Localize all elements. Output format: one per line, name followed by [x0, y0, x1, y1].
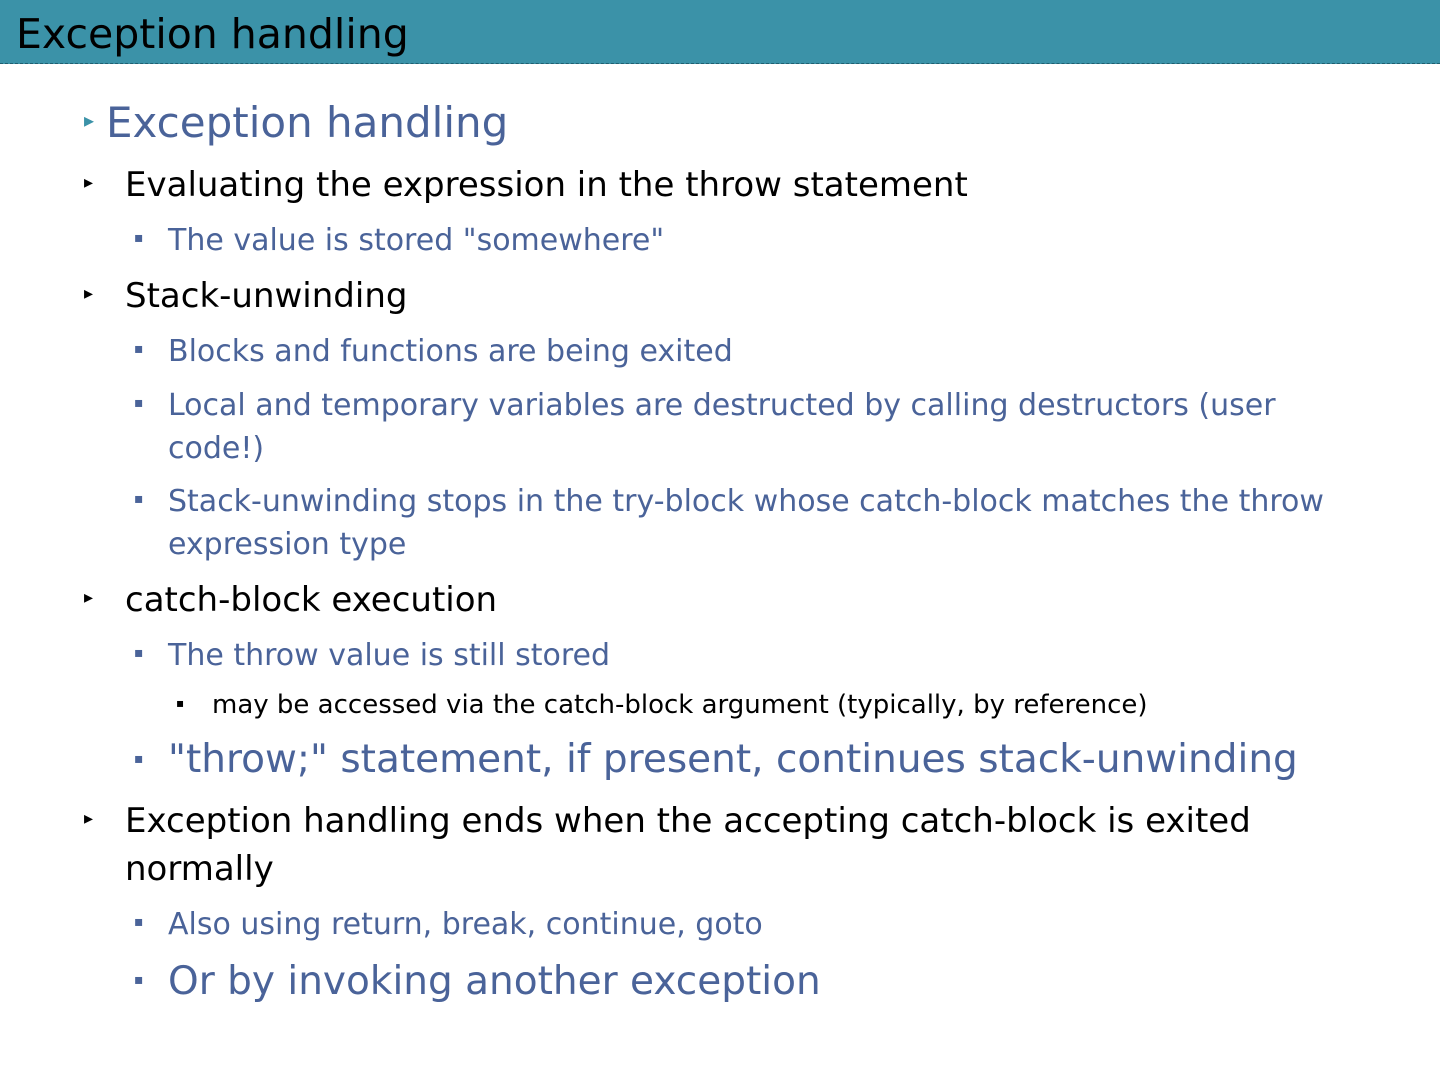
square-bullet-icon: ▪: [134, 230, 144, 246]
sub-bullet-text-continued: expression type: [168, 527, 407, 562]
triangle-bullet-icon: ▸: [84, 808, 94, 829]
triangle-bullet-icon: ▸: [84, 283, 94, 304]
sub-bullet-text: Blocks and functions are being exited: [168, 334, 733, 369]
sub-bullet-text: The value is stored "somewhere": [168, 223, 665, 258]
triangle-bullet-icon: ▸: [84, 108, 95, 132]
square-bullet-icon: ▪: [134, 395, 144, 411]
square-bullet-icon: ▪: [134, 341, 144, 357]
sub-bullet-text: Stack-unwinding stops in the try-block whose catch-block matches the throw: [168, 484, 1324, 519]
sub-bullet-text: Also using return, break, continue, goto: [168, 907, 763, 942]
square-bullet-icon: ▪: [134, 491, 144, 507]
bullet-text: Evaluating the expression in the throw statement: [125, 165, 968, 205]
title-bar: [0, 0, 1440, 64]
sub-bullet-text: The throw value is still stored: [168, 638, 611, 673]
sub-bullet-text: "throw;" statement, if present, continues stack-unwinding: [168, 737, 1298, 782]
bullet-text: Stack-unwinding: [125, 276, 408, 316]
sub-bullet-text-continued: code!): [168, 431, 265, 466]
triangle-bullet-icon: ▸: [84, 587, 94, 608]
sub-sub-bullet-text: may be accessed via the catch-block argument (typically, by reference): [212, 690, 1148, 720]
slide-heading: Exception handling: [106, 98, 509, 147]
sub-bullet-text: Local and temporary variables are destructed by calling destructors (user: [168, 388, 1276, 423]
square-bullet-icon: ▪: [134, 751, 144, 767]
bullet-text-continued: normally: [125, 849, 274, 889]
triangle-bullet-icon: ▸: [84, 172, 94, 193]
bullet-text: catch-block execution: [125, 580, 498, 620]
square-bullet-icon: ▪: [176, 696, 185, 710]
square-bullet-icon: ▪: [134, 972, 144, 988]
square-bullet-icon: ▪: [134, 645, 144, 661]
square-bullet-icon: ▪: [134, 914, 144, 930]
sub-bullet-text: Or by invoking another exception: [168, 959, 821, 1004]
bullet-text: Exception handling ends when the accepting catch-block is exited: [125, 801, 1251, 841]
slide-title: Exception handling: [16, 10, 409, 58]
